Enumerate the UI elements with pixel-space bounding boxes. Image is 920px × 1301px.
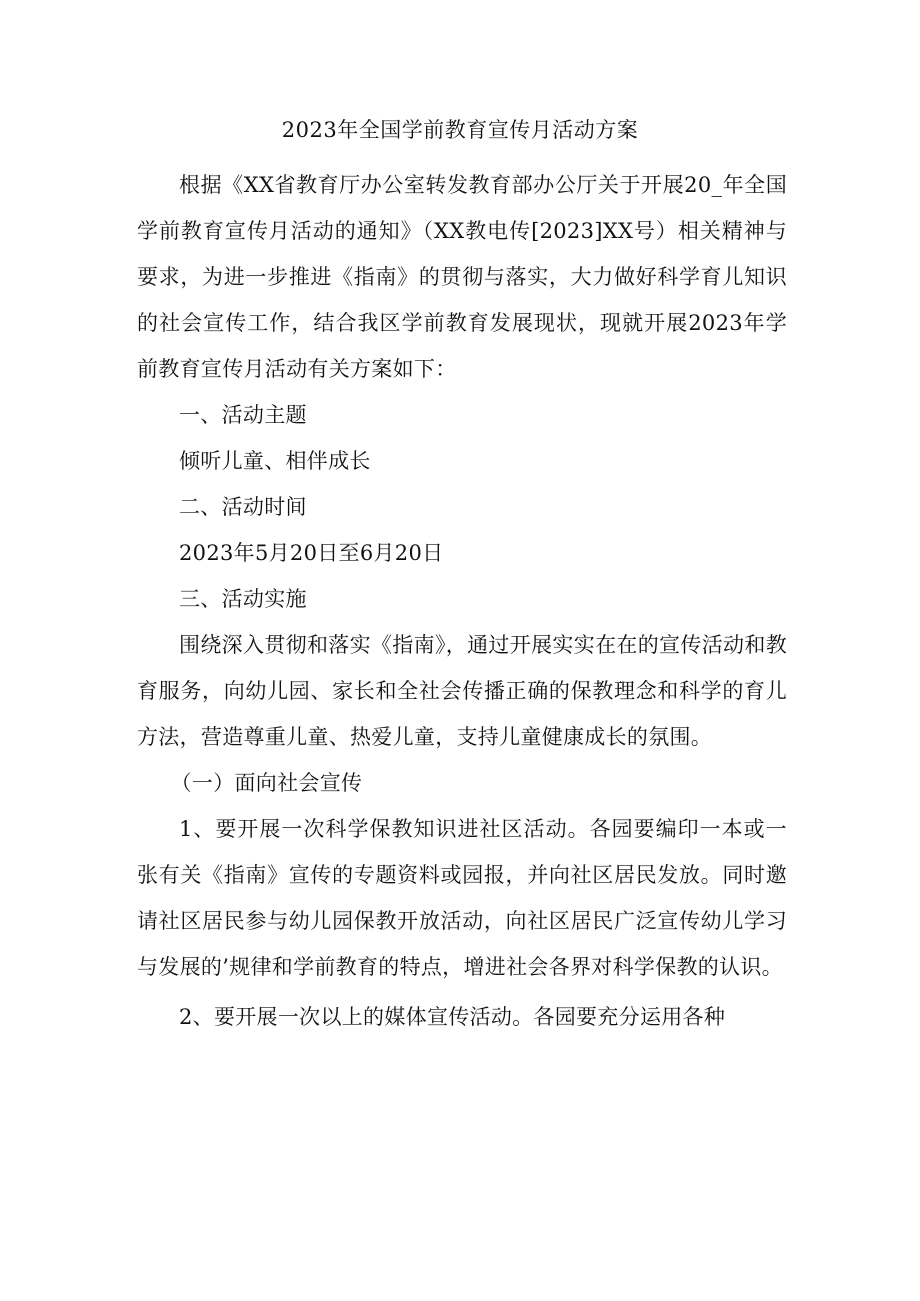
theme-text: 倾听儿童、相伴成长 (179, 449, 371, 473)
document-body (137, 162, 787, 1040)
intro-paragraph: 根据《XX省教育厅办公室转发教育部办公厅关于开展20_年全国学前教育宣传月活动的通知》（XX教电传[2023]XX号）相关精神与要求，为进一步推进《指南》的贯彻与落实，大力做好科学育儿知识的社会宣传工作，结合我区学前教育发展现状，现就开展2023年学前教育宣传月活动有关方案如下： (137, 173, 787, 381)
subsection-heading-society: （一）面向社会宣传 (170, 771, 363, 795)
item-paragraph-1: 1、要开展一次科学保教知识进社区活动。各园要编印一本或一张有关《指南》宣传的专题资料或园报，并向社区居民发放。同时邀请社区居民参与幼儿园保教开放活动，向社区居民广泛宣传幼儿学习与发展的’规律和学前教育的特点，增进社会各界对科学保教的认识。 (137, 817, 787, 979)
item-paragraph-2: 2、要开展一次以上的媒体宣传活动。各园要充分运用各种 (179, 1005, 726, 1029)
section-heading-theme: 一、活动主题 (179, 403, 307, 427)
document-title: 2023年全国学前教育宣传月活动方案 (281, 118, 639, 142)
section-heading-time: 二、活动时间 (179, 495, 307, 519)
section-heading-implementation: 三、活动实施 (179, 587, 307, 611)
implementation-paragraph: 围绕深入贯彻和落实《指南》，通过开展实实在在的宣传活动和教育服务，向幼儿园、家长和全社会传播正确的保教理念和科学的育儿方法，营造尊重儿童、热爱儿童，支持儿童健康成长的氛围。 (137, 633, 787, 749)
time-text: 2023年5月20日至6月20日 (179, 541, 444, 565)
